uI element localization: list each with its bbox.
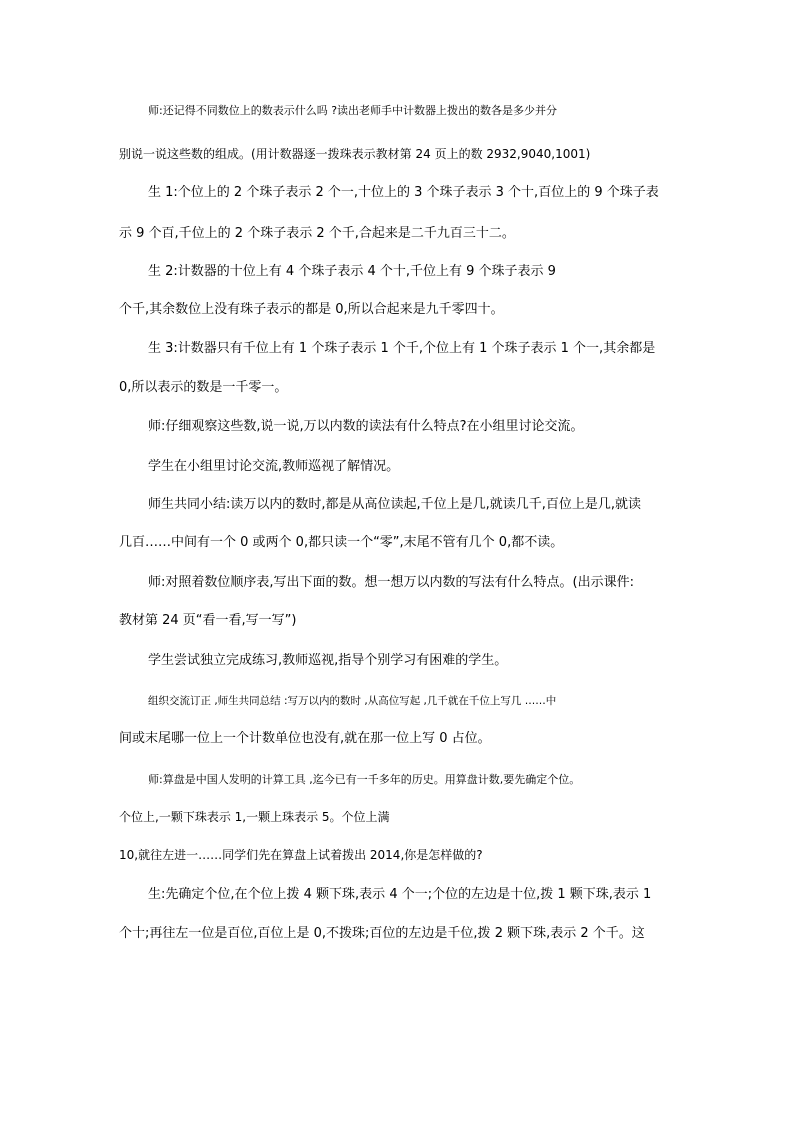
paragraph-line: 个十;再往左一位是百位,百位上是 0,不拨珠;百位的左边是千位,拨 2 颗下珠,表示 2 个千。这 [119, 926, 645, 941]
paragraph-line: 生 1:个位上的 2 个珠子表示 2 个一,十位上的 3 个珠子表示 3 个十,百位上的 9 个珠子表 [148, 185, 659, 200]
paragraph-line: 生:先确定个位,在个位上拨 4 颗下珠,表示 4 个一;个位的左边是十位,拨 1 颗下珠,表示 1 [148, 887, 652, 902]
paragraph-line: 师:还记得不同数位上的数表示什么吗 ?读出老师手中计数器上拨出的数各是多少并分 [148, 104, 558, 117]
paragraph-line: 师:对照着数位顺序表,写出下面的数。想一想万以内数的写法有什么特点。(出示课件: [148, 575, 634, 590]
paragraph-line: 师:仔细观察这些数,说一说,万以内数的读法有什么特点?在小组里讨论交流。 [148, 419, 584, 434]
paragraph-line: 生 3:计数器只有千位上有 1 个珠子表示 1 个千,个位上有 1 个珠子表示 1 个一,其余都是 [148, 341, 656, 356]
paragraph-line: 学生尝试独立完成练习,教师巡视,指导个别学习有困难的学生。 [148, 653, 508, 668]
paragraph-line: 示 9 个百,千位上的 2 个珠子表示 2 个千,合起来是二千九百三十二。 [119, 226, 515, 241]
paragraph-line: 个千,其余数位上没有珠子表示的都是 0,所以合起来是九千零四十。 [119, 302, 504, 317]
paragraph-line: 10,就往左进一……同学们先在算盘上试着拨出 2014,你是怎样做的? [119, 848, 483, 862]
paragraph-line: 师生共同小结:读万以内的数时,都是从高位读起,千位上是几,就读几千,百位上是几,就读 [148, 497, 642, 512]
paragraph-line: 几百……中间有一个 0 或两个 0,都只读一个“零”,末尾不管有几个 0,都不读。 [119, 535, 564, 550]
paragraph-line: 个位上,一颗下珠表示 1,一颗上珠表示 5。个位上满 [119, 810, 390, 824]
paragraph-line: 间或末尾哪一位上一个计数单位也没有,就在那一位上写 0 占位。 [119, 731, 491, 746]
paragraph-line: 0,所以表示的数是一千零一。 [119, 380, 288, 395]
paragraph-line: 组织交流订正 ,师生共同总结 :写万以内的数时 ,从高位写起 ,几千就在千位上写几 ……中 [148, 695, 557, 707]
paragraph-line: 生 2:计数器的十位上有 4 个珠子表示 4 个十,千位上有 9 个珠子表示 9 [148, 264, 556, 279]
paragraph-line: 师:算盘是中国人发明的计算工具 ,迄今已有一千多年的历史。用算盘计数,要先确定个位。 [148, 773, 581, 786]
paragraph-line: 别说一说这些数的组成。(用计数器逐一拨珠表示教材第 24 页上的数 2932,9040,1001) [119, 147, 591, 161]
paragraph-line: 学生在小组里讨论交流,教师巡视了解情况。 [148, 459, 400, 474]
paragraph-line: 教材第 24 页“看一看,写一写”) [119, 613, 297, 628]
